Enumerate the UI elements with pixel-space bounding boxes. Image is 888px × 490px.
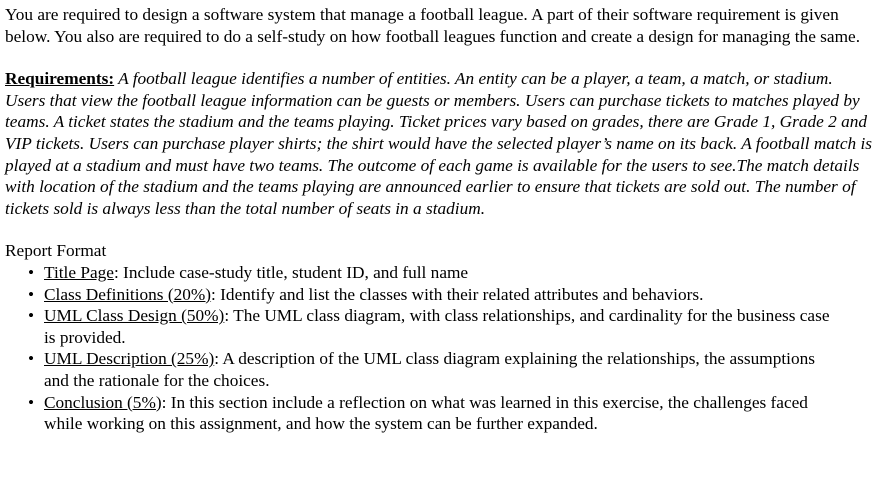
list-item-label: UML Class Design (50%): [44, 306, 225, 326]
requirements-paragraph: [5, 68, 877, 219]
bullet-icon: •: [28, 262, 35, 282]
list-item-conclusion: [26, 392, 844, 435]
list-item-label: UML Description (25%): [44, 349, 215, 369]
intro-paragraph: You are required to design a software system that manage a football league. A part of their software requirement is given below. You also are required to do a self-study on how football leagues function and create a design for managing the same.: [5, 5, 861, 46]
list-item-text: : A description of the UML class diagram explaining the relationships, the assumptions and the rationale for the choices.: [44, 349, 815, 390]
list-item-text: : The UML class diagram, with class relationships, and cardinality for the business case is provided.: [44, 306, 830, 347]
list-item-label: Class Definitions (20%): [44, 284, 212, 304]
report-format-heading: Report Format: [5, 241, 107, 261]
bullet-icon: •: [28, 284, 35, 304]
list-item-class-definitions: [26, 284, 844, 306]
bullet-icon: •: [28, 306, 35, 326]
bullet-icon: •: [28, 392, 35, 412]
bullet-icon: •: [28, 349, 35, 369]
list-item-uml-class-design: [26, 305, 844, 348]
list-item-text: : In this section include a reflection on what was learned in this exercise, the challenges faced while working on this assignment, and how the system can be further expanded.: [44, 392, 808, 434]
requirements-label: Requirements:: [5, 69, 115, 89]
requirements-text: A football league identifies a number of entities. An entity can be a player, a team, a match, or stadium. Users that view the football league information can be guests or members. Users can purchase tickets to matches played by teams. A ticket states the stadium and the teams playing. Ticket prices vary based on grades, there are Grade 1, Grade 2 and VIP tickets. Users can purchase player shirts; the shirt would have the selected player’s name on its back. A football match is played at a stadium and must have two teams. The outcome of each game is available for the users to see.The match details with location of the stadium and the teams playing are announced earlier to ensure that tickets are sold out. The number of tickets sold is always less than the total number of seats in a stadium.: [5, 69, 872, 218]
list-item-uml-description: [26, 348, 844, 391]
report-format-list: [5, 262, 888, 435]
list-item-label: Title Page: [44, 262, 114, 282]
list-item-text: : Identify and list the classes with their related attributes and behaviors.: [211, 284, 704, 304]
list-item-label: Conclusion (5%): [44, 392, 162, 412]
list-item-text: : Include case-study title, student ID, and full name: [113, 262, 469, 282]
list-item-title-page: [26, 262, 844, 284]
